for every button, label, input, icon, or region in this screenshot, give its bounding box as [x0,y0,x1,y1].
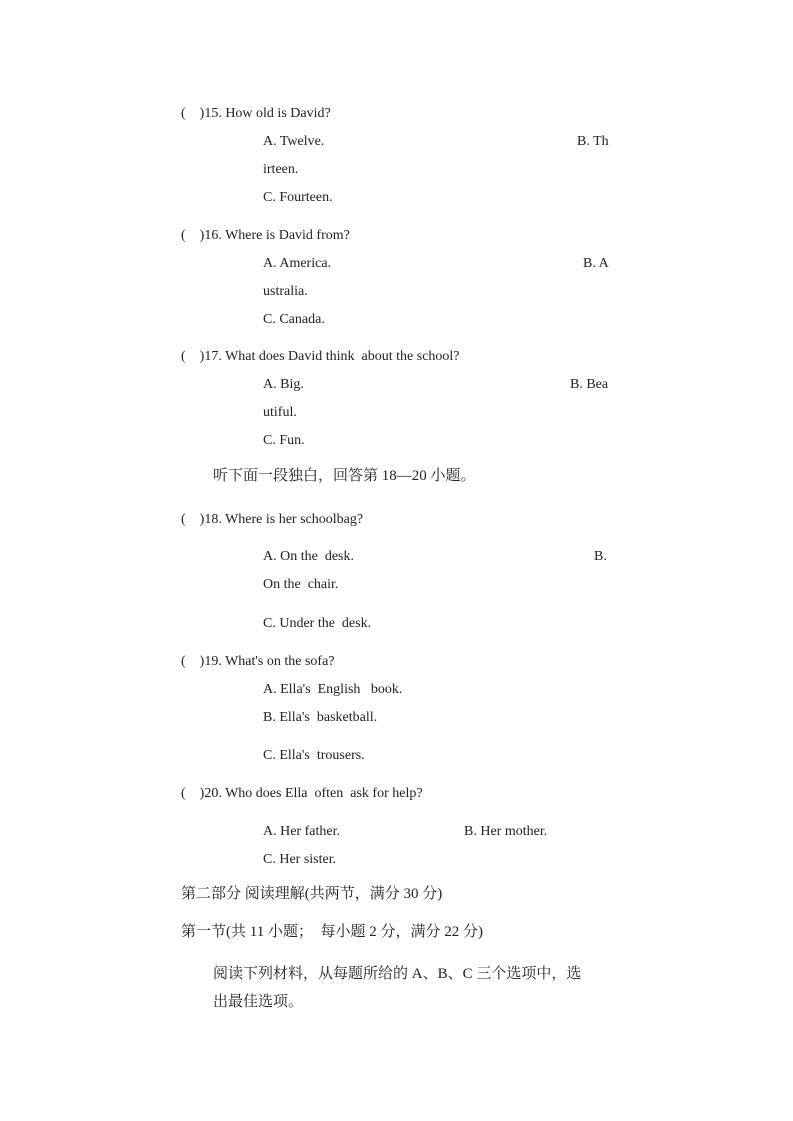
question-20-stem: ( )20. Who does Ella often ask for help? [181,786,423,801]
question-16-option-b-cont: ustralia. [263,284,308,299]
question-18-option-c: C. Under the desk. [263,616,372,631]
question-15-option-b-cont: irteen. [263,162,299,177]
question-16-stem: ( )16. Where is David from? [181,228,350,243]
part-2-heading: 第二部分 阅读理解(共两节，满分 30 分) [181,886,443,902]
question-15-stem: ( )15. How old is David? [181,106,331,121]
section-1-heading: 第一节(共 11 小题； 每小题 2 分，满分 22 分) [181,924,483,940]
question-18-option-b: B. [594,549,607,564]
question-17-option-c: C. Fun. [263,433,305,448]
question-18-option-a: A. On the desk. [263,549,354,564]
question-16-option-b: B. A [583,256,609,271]
question-19-stem: ( )19. What's on the sofa? [181,654,335,669]
reading-instruction-line-1: 阅读下列材料，从每题所给的 A、B、C 三个选项中，选 [213,966,582,982]
reading-instruction-line-2: 出最佳选项。 [213,994,304,1010]
question-20-option-b: B. Her mother. [464,824,548,839]
question-19-option-a: A. Ella's English book. [263,682,403,697]
question-17-option-a: A. Big. [263,377,304,392]
question-16-option-c: C. Canada. [263,312,325,327]
question-18-option-b-cont: On the chair. [263,577,339,592]
question-15-option-a: A. Twelve. [263,134,325,149]
question-17-stem: ( )17. What does David think about the school? [181,349,460,364]
question-19-option-b: B. Ella's basketball. [263,710,378,725]
question-19-option-c: C. Ella's trousers. [263,748,365,763]
question-16-option-a: A. America. [263,256,332,271]
question-17-option-b-cont: utiful. [263,405,297,420]
question-20-option-c: C. Her sister. [263,852,337,867]
question-17-option-b: B. Bea [570,377,609,392]
question-15-option-c: C. Fourteen. [263,190,333,205]
monologue-instruction: 听下面一段独白，回答第 18—20 小题。 [213,468,476,484]
question-20-option-a: A. Her father. [263,824,340,839]
question-18-stem: ( )18. Where is her schoolbag? [181,512,364,527]
question-15-option-b: B. Th [577,134,609,149]
